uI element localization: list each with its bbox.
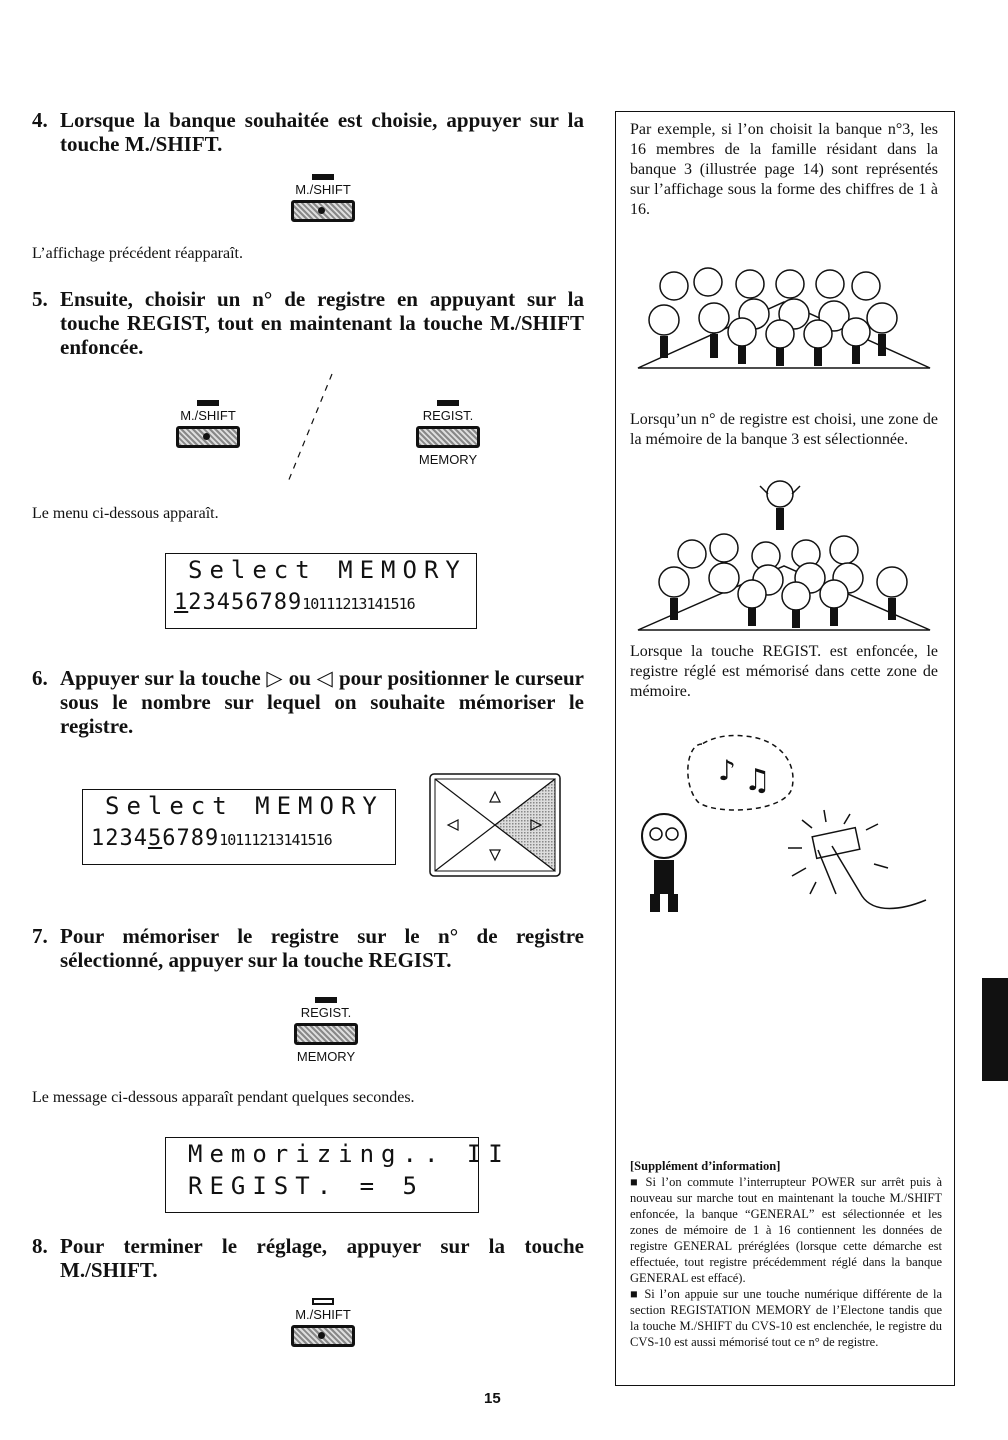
button-label: M./SHIFT [295,1307,351,1322]
lcd-display-memorizing [165,1137,510,1213]
lcd-line-2 [174,590,415,615]
section-tab-marker [982,978,1008,1081]
step-4 [32,108,584,156]
step-text: Appuyer sur la touche ▷ ou ◁ pour positionner le curseur sous le nombre sur lequel on souhaite mémoriser le registre. [60,666,584,738]
lcd-digits: 1234 [91,826,148,851]
lcd-cursor: 5 [147,826,163,851]
step-number: 8. [32,1234,48,1258]
dashed-separator [280,372,340,484]
lcd-display-cursor-5 [82,789,396,865]
supplement-title: [Supplément d’information] [630,1159,781,1173]
bullet-icon: ■ [630,1175,640,1189]
step-text: Pour mémoriser le registre sur le n° de registre sélectionné, appuyer sur la touche REGIST. [60,924,584,972]
lcd-line-1: Select MEMORY [105,792,384,820]
regist-button [294,1023,358,1045]
regist-button-illustration [288,997,364,1065]
mshift-button-illustration [288,174,358,222]
regist-press-illustration [626,724,936,924]
music-note-icon: ♪ [718,754,736,787]
lcd-line-1: Select MEMORY [188,556,467,584]
supplementary-info [630,1158,942,1350]
lcd-digits: 23456789 [188,590,303,615]
supplement-item-1 [630,1174,942,1286]
led-indicator [312,174,334,180]
step-text: Pour terminer le réglage, appuyer sur la touche M./SHIFT. [60,1234,584,1282]
supplement-text-1: Si l’on commute l’interrupteur POWER sur arrêt puis à nouveau sur marche tout en maintenant la touche M./SHIFT enfoncée, la banque “GENERAL” est sélectionnée et les zones de mémoire de 1 à 16 contiennent les données de registre GENERAL préréglées (lorsque cette démarche est effectuée, tout registre précédemment réglé dans la banque GENERAL est effacé). [630,1175,942,1285]
lcd-small-digits: 10111213141516 [219,831,332,849]
led-indicator [312,1298,334,1305]
sidebar-paragraph-1: Par exemple, si l’on choisit la banque n°3, les 16 membres de la famille résidant dans la banque 3 (illustrée page 14) sont représentés sur l’affichage sous la forme des chiffres de 1 à 16. [630,121,938,218]
step-text: Ensuite, choisir un n° de registre en appuyant sur la touche REGIST, tout en maintenant la touche M./SHIFT enfoncée. [60,287,584,359]
sidebar-paragraph-3: Lorsque la touche REGIST. est enfoncée, le registre réglé est mémorisé dans cette zone de mémoire. [630,643,938,700]
menu-appears-text: Le menu ci-dessous apparaît. [32,505,219,522]
cursor-pad-illustration [428,772,562,878]
button-label: REGIST. [300,1005,352,1020]
lcd-line-2: REGIST. = 5 [188,1172,424,1200]
lcd-line-2 [91,826,332,851]
step-8 [32,1234,584,1282]
button-sublabel: MEMORY [418,452,478,467]
lcd-digits: 6789 [162,826,220,851]
music-notes-icon: ♫ [744,763,771,798]
step-6 [32,666,584,738]
button-label: M./SHIFT [295,182,351,197]
lcd-display-select-memory [165,553,477,629]
button-label: REGIST. [422,408,474,423]
page-number: 15 [484,1390,501,1407]
previous-display-text: L’affichage précédent réapparaît. [32,245,243,262]
step-number: 6. [32,666,48,690]
supplement-item-2 [630,1286,942,1350]
button-sublabel: MEMORY [296,1049,356,1064]
step-number: 5. [32,287,48,311]
sidebar-box [615,111,955,1386]
mshift-button [291,1325,355,1347]
led-indicator [197,400,219,406]
step-7 [32,924,584,972]
lcd-small-digits: 10111213141516 [302,595,415,613]
regist-button-illustration [410,400,486,468]
step-text: Lorsque la banque souhaitée est choisie, appuyer sur la touche M./SHIFT. [60,108,584,156]
sidebar-paragraph-2: Lorsqu’un n° de registre est choisi, une zone de la mémoire de la banque 3 est sélectionnée. [630,411,938,448]
mshift-button-illustration [173,400,243,448]
led-indicator [315,997,337,1003]
message-appears-text: Le message ci-dessous apparaît pendant quelques secondes. [32,1089,415,1106]
family-selected-illustration [634,474,934,634]
supplement-text-2: Si l’on appuie sur une touche numérique différente de la section REGISTATION MEMORY de l’Electone tandis que la touche M./SHIFT du CVS-10 est enclenchée, le registre du CVS-10 est aussi mémorisé tout ce n° de registre. [630,1287,942,1349]
mshift-button [176,426,240,448]
mshift-button-illustration [288,1298,358,1347]
mshift-button [291,200,355,222]
button-label: M./SHIFT [180,408,236,423]
step-number: 4. [32,108,48,132]
step-number: 7. [32,924,48,948]
bullet-icon: ■ [630,1287,640,1301]
step-5 [32,287,584,359]
led-indicator [437,400,459,406]
lcd-cursor: 1 [174,590,189,615]
family-group-illustration [634,262,934,372]
lcd-line-1: Memorizing.. II [188,1140,510,1168]
regist-button [416,426,480,448]
